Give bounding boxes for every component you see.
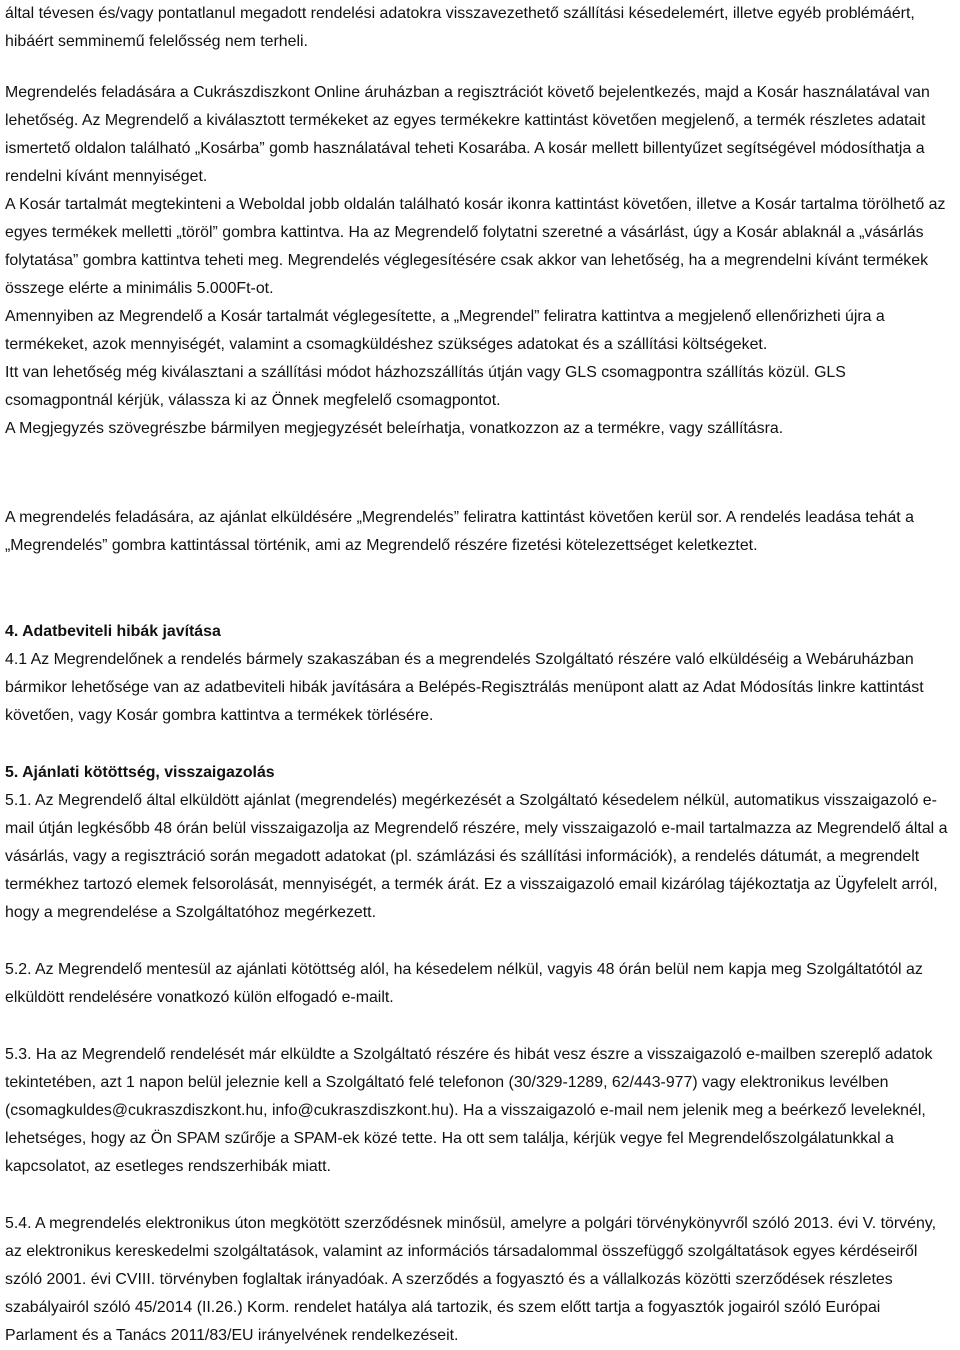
order-text-4: Itt van lehetőség még kiválasztani a szállítási módot házhozszállítás útján vagy GLS csomagpontra szállítás közül. GLS csomagpontnál kérjük, válassza ki az Önnek megfelelő csomagpontot. [5, 364, 846, 409]
order-text-3: Amennyiben az Megrendelő a Kosár tartalmát véglegesítette, a „Megrendel” feliratra kattintva a megjelenő ellenőrizheti újra a termékeket, azok mennyiségét, valamint a csomagküldéshez szükséges adatokat és a szállítási költségeket. [5, 308, 885, 353]
section-5-1-text: 5.1. Az Megrendelő által elküldött ajánlat (megrendelés) megérkezését a Szolgáltató késedelem nélkül, automatikus visszaigazoló e-mail útján legkésőbb 48 órán belül visszaigazolja az Megrendelő részére, mely visszaigazoló e-mail tartalmazza az Megrendelő által a vásárlás, vagy a regisztráció során megadott adatokat (pl. számlázási és szállítási információk), a rendelés dátumát, a megrendelt termékhez tartozó elemek felsorolását, mennyiségét, a termék árát. Ez a visszaigazoló email kizárólag tájékoztatja az Ügyfelelt arról, hogy a megrendelése a Szolgáltatóhoz megérkezett. [5, 792, 948, 921]
section-5-3-text: 5.3. Ha az Megrendelő rendelését már elküldte a Szolgáltató részére és hibát vesz észre a visszaigazoló e-mailben szereplő adatok tekintetében, azt 1 napon belül jeleznie kell a Szolgáltató felé telefonon (30/329-1289, 62/443-977) vagy elektronikus levélben (csomagkuldes@cukraszdiszkont.hu, info@cukraszdiszkont.hu). Ha a visszaigazoló e-mail nem jelenik meg a beérkező leveleknél, lehetséges, hogy az Ön SPAM szűrője a SPAM-ek közé tette. Ha ott sem találja, kérjük vegye fel Megrendelőszolgálatunkkal a kapcsolatot, az esetleges rendszerhibák miatt. [5, 1046, 933, 1175]
order-process-paragraphs [5, 79, 955, 443]
intro-paragraph [5, 0, 955, 56]
section-5-4 [5, 1210, 955, 1350]
section-5-4-text: 5.4. A megrendelés elektronikus úton megkötött szerződésnek minősül, amelyre a polgári törvénykönyvről szóló 2013. évi V. törvény, az elektronikus kereskedelmi szolgáltatások, valamint az információs társadalommal összefüggő szolgáltatások egyes kérdéseiről szóló 2001. évi CVIII. törvényben foglaltak irányadóak. A szerződés a fogyasztó és a vállalkozás közötti szerződések részletes szabályairól szóló 45/2014 (II.26.) Korm. rendelet hatálya alá tartozik, és szem előtt tartja a fogyasztók jogairól szóló Európai Parlament és a Tanács 2011/83/EU irányelvének rendelkezéseit. [5, 1215, 936, 1344]
order-text-2: A Kosár tartalmát megtekinteni a Weboldal jobb oldalán található kosár ikonra kattintást követően, illetve a Kosár tartalma törölhető az egyes termékek melletti „töröl” gombra kattintva. Ha az Megrendelő folytatni szeretné a vásárlást, úgy a Kosár ablaknál a „vásárlás folytatása” gombra kattintva teheti meg. Megrendelés véglegesítésére csak akkor van lehetőség, ha a megrendelni kívánt termékek összege elérte a minimális 5.000Ft-ot. [5, 196, 946, 297]
order-text-1: Megrendelés feladására a Cukrászdiszkont Online áruházban a regisztrációt követő bejelentkezés, majd a Kosár használatával van lehetőség. Az Megrendelő a kiválasztott termékeket az egyes termékekre kattintást követően megjelenő, a termék részletes adatait ismertető oldalon található „Kosárba” gomb használatával teheti Kosarába. A kosár mellett billentyűzet segítségével módosíthatja a rendelni kívánt mennyiséget. [5, 84, 930, 185]
section-5-3 [5, 1041, 955, 1181]
order-text-5: A Megjegyzés szövegrészbe bármilyen megjegyzését beleírhatja, vonatkozzon az a termékre, vagy szállításra. [5, 420, 784, 437]
order-submit-paragraph [5, 504, 955, 560]
section-5-heading: 5. Ajánlati kötöttség, visszaigazolás [5, 764, 275, 781]
section-5-2-text: 5.2. Az Megrendelő mentesül az ajánlati kötöttség alól, ha késedelem nélkül, vagyis 48 órán belül nem kapja meg Szolgáltatótól az elküldött rendelésére vonatkozó külön elfogadó e-mailt. [5, 961, 923, 1006]
section-5-2 [5, 956, 955, 1012]
submit-text: A megrendelés feladására, az ajánlat elküldésére „Megrendelés” feliratra kattintást követően kerül sor. A rendelés leadása tehát a „Megrendelés” gombra kattintással történik, ami az Megrendelő részére fizetési kötelezettséget keletkeztet. [5, 509, 914, 554]
section-5 [5, 759, 955, 927]
section-4 [5, 618, 955, 730]
section-4-text: 4.1 Az Megrendelőnek a rendelés bármely szakaszában és a megrendelés Szolgáltató részére való elküldéséig a Webáruházban bármikor lehetősége van az adatbeviteli hibák javítására a Belépés-Regisztrálás menüpont alatt az Adat Módosítás linkre kattintást követően, vagy Kosár gombra kattintva a termékek törlésére. [5, 651, 924, 724]
section-4-heading: 4. Adatbeviteli hibák javítása [5, 623, 221, 640]
intro-text: által tévesen és/vagy pontatlanul megadott rendelési adatokra visszavezethető szállítási késedelemért, illetve egyéb problémáért, hibáért semminemű felelősség nem terheli. [5, 5, 915, 50]
